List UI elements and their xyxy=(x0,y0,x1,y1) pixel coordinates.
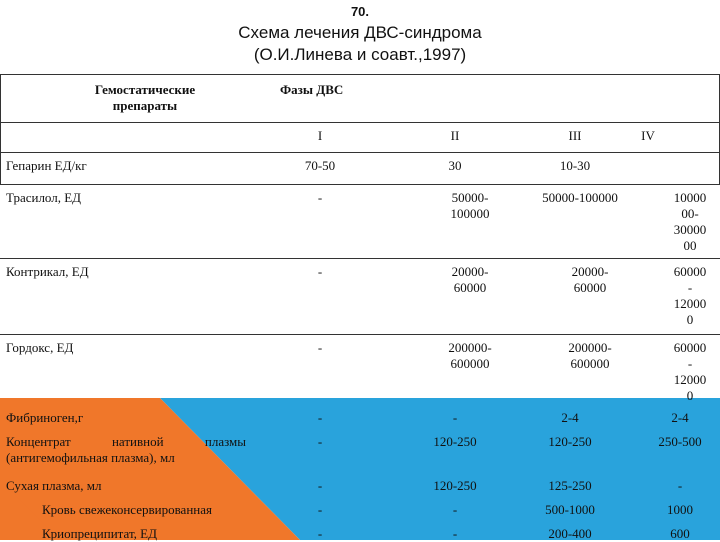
row-1-v3: 10-30 xyxy=(559,158,591,173)
row-3-name: Контрикал, ЕД xyxy=(6,264,89,279)
row-5-v3: 2-4 xyxy=(561,410,579,425)
slide-number: 70. xyxy=(350,4,370,19)
row-9-v3: 200-400 xyxy=(548,526,592,541)
row-3-v4: 60000 - 12000 0 xyxy=(673,264,707,327)
phase-2: II xyxy=(450,128,460,143)
row-2-v2: 50000- 100000 xyxy=(450,190,490,221)
table-line-phase xyxy=(0,152,720,153)
row-6-v1: - xyxy=(317,434,323,449)
row-5-v2: - xyxy=(452,410,458,425)
row-8-v1: - xyxy=(317,502,323,517)
phase-1: I xyxy=(317,128,323,143)
table-line-r2 xyxy=(0,258,720,259)
row-6-v2: 120-250 xyxy=(433,434,477,449)
title-line-1: Схема лечения ДВС-синдрома xyxy=(238,23,482,42)
row-6-v3: 120-250 xyxy=(548,434,592,449)
row-6-name: Концентрат нативной плазмы (антигемофильная плазма), мл xyxy=(6,434,246,465)
row-4-v4: 60000 - 12000 0 xyxy=(673,340,707,403)
row-7-v3: 125-250 xyxy=(548,478,592,493)
table-left-border xyxy=(0,74,1,184)
row-2-v3: 50000-100000 xyxy=(542,190,618,205)
row-4-v1: - xyxy=(317,340,323,355)
row-7-v2: 120-250 xyxy=(433,478,477,493)
header-phases: Фазы ДВС xyxy=(280,82,344,97)
title-line-2: (О.И.Линева и соавт.,1997) xyxy=(253,45,467,64)
row-7-v4: - xyxy=(677,478,683,493)
row-8-v4: 1000 xyxy=(667,502,693,517)
phase-4: IV xyxy=(641,128,655,143)
row-5-name: Фибриноген,г xyxy=(6,410,84,425)
table-line-r1 xyxy=(0,184,720,185)
header-drugs-line-2: препараты xyxy=(112,98,178,113)
row-1-name: Гепарин ЕД/кг xyxy=(6,158,87,173)
row-8-v3: 500-1000 xyxy=(545,502,595,517)
table-line-r3 xyxy=(0,334,720,335)
row-7-name: Сухая плазма, мл xyxy=(6,478,102,493)
row-7-v1: - xyxy=(317,478,323,493)
table-border-top xyxy=(0,74,720,75)
phase-3: III xyxy=(568,128,582,143)
row-4-v3: 200000- 600000 xyxy=(568,340,612,371)
row-2-v4: 10000 00- 30000 00 xyxy=(673,190,707,253)
row-3-v3: 20000- 60000 xyxy=(571,264,609,295)
row-3-v2: 20000- 60000 xyxy=(451,264,489,295)
row-3-v1: - xyxy=(317,264,323,279)
row-2-v1: - xyxy=(317,190,323,205)
page-title xyxy=(0,22,720,66)
row-9-v4: 600 xyxy=(670,526,690,541)
row-1-v2: 30 xyxy=(448,158,462,173)
row-5-v4: 2-4 xyxy=(671,410,689,425)
table-line-header xyxy=(0,122,720,123)
header-drugs-line-1: Гемостатические xyxy=(94,82,196,97)
row-6-v4: 250-500 xyxy=(658,434,702,449)
row-1-v1: 70-50 xyxy=(304,158,336,173)
row-5-v1: - xyxy=(317,410,323,425)
row-2-name: Трасилол, ЕД xyxy=(6,190,82,205)
row-9-name: Криопреципитат, ЕД xyxy=(42,526,157,541)
row-9-v1: - xyxy=(317,526,323,541)
header-drugs xyxy=(60,82,230,114)
row-8-name: Кровь свежеконсервированная xyxy=(42,502,212,517)
row-4-v2: 200000- 600000 xyxy=(448,340,492,371)
row-9-v2: - xyxy=(452,526,458,541)
row-4-name: Гордокс, ЕД xyxy=(6,340,74,355)
row-8-v2: - xyxy=(452,502,458,517)
